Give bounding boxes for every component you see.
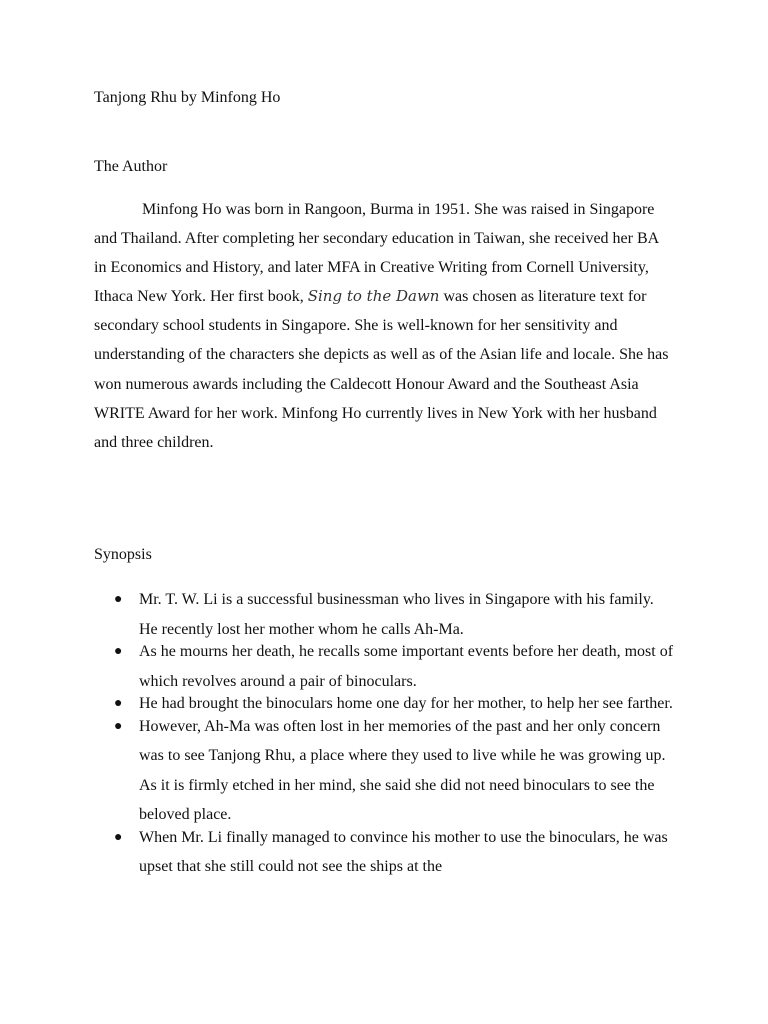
bullet-icon: ● [114,592,123,607]
author-bio-text-end: was chosen as literature text for secondary school students in Singapore. She is well-known for her sensitivity and understanding of the characters she depicts as well as of the Asian life and locale. She has won numerous awards including the Caldecott Honour Award and the Southeast Asia WRITE Award for her work. Minfong Ho currently lives in New York with her husband and three children. [94,288,669,451]
synopsis-section-heading: Synopsis [94,546,152,563]
synopsis-item-text: Mr. T. W. Li is a successful businessman who lives in Singapore with his family. He recently lost her mother whom he calls Ah-Ma. [139,591,654,638]
bullet-icon: ● [114,696,123,711]
book-title-italic: Sing to the Dawn [307,287,440,306]
synopsis-list-item [94,823,674,882]
bullet-icon: ● [114,644,123,659]
synopsis-list-item [94,585,674,644]
bullet-icon: ● [114,829,123,845]
document-title: Tanjong Rhu by Minfong Ho [94,89,281,106]
synopsis-list-item [94,712,674,830]
synopsis-item-text: However, Ah-Ma was often lost in her memories of the past and her only concern was to see Tanjong Rhu, a place where they used to live while he was growing up. As it is firmly etched in her mind, she said she did not need binoculars to see the beloved place. [139,717,666,823]
synopsis-item-text: As he mourns her death, he recalls some important events before her death, most of which revolves around a pair of binoculars. [139,643,674,690]
bullet-icon: ● [114,718,123,734]
synopsis-list-item [94,637,674,696]
author-bio-paragraph [94,195,674,457]
synopsis-item-text: He had brought the binoculars home one day for her mother, to help her see farther. [139,695,673,712]
synopsis-item-text: When Mr. Li finally managed to convince his mother to use the binoculars, he was upset that she still could not see the ships at the [139,828,668,875]
author-bio-text-start: Minfong Ho was born in Rangoon, Burma in 1951. She was raised in Singapore and Thailand. After completing her secondary education in Taiwan, she received her BA in Economics and History, and later MFA in Creative Writing from Cornell University, Ithaca New York. Her first book, [94,201,659,306]
synopsis-bullet-list [94,585,674,875]
author-section-heading: The Author [94,158,168,175]
